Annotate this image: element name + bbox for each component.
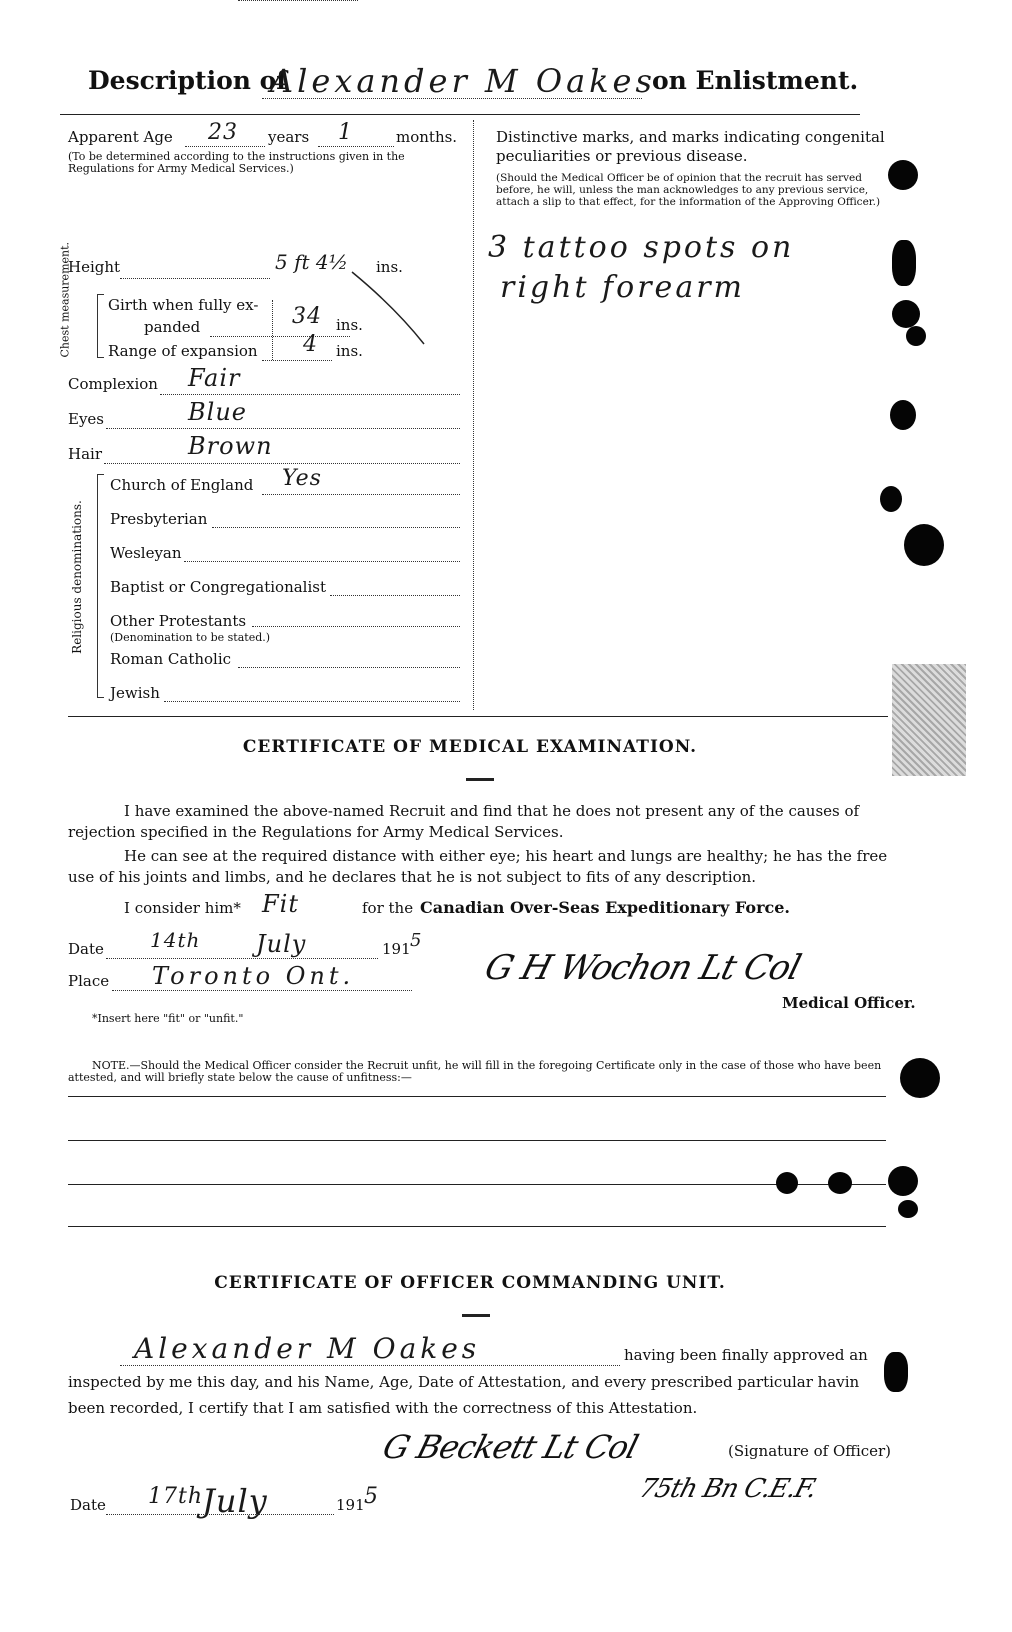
- religion-catholic-line: [238, 667, 460, 668]
- religion-jewish-line: [164, 701, 460, 702]
- punch-hole: [900, 1058, 940, 1098]
- complexion-label: Complexion: [68, 375, 158, 393]
- insert-note: *Insert here "fit" or "unfit.": [92, 1012, 244, 1025]
- unfit-line-2: [68, 1140, 886, 1141]
- height-ins: ins.: [376, 258, 403, 276]
- punch-hole: [904, 524, 944, 566]
- punch-hole: [892, 300, 920, 328]
- commanding-text-3: been recorded, I certify that I am satisfied with the correctness of this Attestation.: [68, 1399, 698, 1417]
- paper-tear: [892, 664, 966, 776]
- religion-other-note: (Denomination to be stated.): [110, 631, 271, 644]
- measurement-strike: [350, 270, 430, 350]
- medical-date-label: Date: [68, 940, 104, 958]
- medical-date-year-suffix: 5: [410, 930, 423, 951]
- religion-other: Other Protestants: [110, 612, 247, 630]
- consider-line: [238, 0, 358, 1]
- girth-label-1: Girth when fully ex-: [108, 296, 259, 314]
- punch-hole: [880, 486, 902, 512]
- commanding-name-line: [120, 1365, 620, 1366]
- force-label-1: for the: [362, 899, 414, 917]
- height-label: Height: [68, 258, 121, 276]
- commanding-date-day: 17th: [148, 1484, 204, 1509]
- medical-heading-rule: [466, 778, 494, 781]
- commanding-date-month: July: [202, 1482, 268, 1520]
- medical-date-day: 14th: [150, 928, 201, 952]
- title-name-line: [262, 98, 642, 99]
- years-label: years: [268, 128, 310, 146]
- medical-officer-signature: G H Wochon Lt Col: [480, 948, 805, 988]
- religion-label: Religious denominations.: [70, 500, 84, 654]
- punch-hole: [888, 1166, 918, 1196]
- religion-coe-value: Yes: [282, 466, 322, 491]
- commanding-officer-signature: G Beckett Lt Col: [378, 1428, 642, 1466]
- commanding-recruit-name: Alexander M Oakes: [134, 1332, 481, 1365]
- range-label: Range of expansion: [108, 342, 258, 360]
- range-value: 4: [303, 332, 318, 357]
- commanding-text-2: inspected by me this day, and his Name, Age, Date of Attestation, and every prescribed particular havin: [68, 1373, 860, 1391]
- top-rule: [60, 114, 860, 115]
- hair-label: Hair: [68, 445, 102, 463]
- punch-hole: [828, 1172, 852, 1194]
- commanding-unit: 75th Bn C.E.F.: [635, 1474, 820, 1504]
- height-value: 5 ft 4½: [275, 250, 348, 274]
- place-value: Toronto Ont.: [152, 962, 355, 990]
- commanding-date-year-prefix: 191: [336, 1496, 365, 1514]
- punch-hole: [776, 1172, 798, 1194]
- medical-officer-label: Medical Officer.: [782, 994, 916, 1012]
- height-line: [120, 278, 270, 279]
- column-divider: [473, 120, 474, 710]
- complexion-value: Fair: [188, 364, 241, 392]
- religion-jewish: Jewish: [110, 684, 160, 702]
- medical-date-line: [106, 958, 378, 959]
- commanding-date-label: Date: [70, 1496, 106, 1514]
- medical-para-1: I have examined the above-named Recruit and find that he does not present any of the causes of rejection specified in the Regulations for Army Medical Services.: [68, 802, 860, 841]
- religion-catholic: Roman Catholic: [110, 650, 232, 668]
- commanding-heading: CERTIFICATE OF OFFICER COMMANDING UNIT.: [214, 1273, 726, 1293]
- medical-heading: CERTIFICATE OF MEDICAL EXAMINATION.: [242, 737, 698, 757]
- commanding-date-year-suffix: 5: [364, 1484, 379, 1509]
- eyes-label: Eyes: [68, 410, 104, 428]
- marks-line-2: right forearm: [500, 270, 745, 305]
- consider-value: Fit: [262, 890, 299, 918]
- punch-hole: [898, 1200, 918, 1218]
- commanding-text-1: having been finally approved an: [624, 1346, 868, 1364]
- chest-label: Chest measurement.: [58, 241, 72, 358]
- age-years-line: [185, 146, 265, 147]
- girth-label-2: panded: [144, 318, 201, 336]
- unfit-line-1: [68, 1096, 886, 1097]
- religion-coe-line: [262, 494, 460, 495]
- girth-ins: ins.: [336, 316, 363, 334]
- measure-box: [272, 300, 273, 360]
- complexion-line: [160, 394, 460, 395]
- age-note: (To be determined according to the instructions given in the Regulations for Army Medical Services.): [68, 150, 405, 175]
- title-suffix: on Enlistment.: [652, 66, 859, 95]
- girth-line: [210, 336, 350, 337]
- religion-bracket: [97, 474, 104, 698]
- age-years-value: 23: [208, 120, 238, 145]
- place-label: Place: [68, 972, 110, 990]
- age-months-line: [318, 146, 394, 147]
- marks-note: (Should the Medical Officer be of opinion that the recruit has served before, he will, unless the man acknowledges to any previous service, attach a slip to that effect, for the information of the Approving Officer.): [496, 172, 881, 208]
- punch-hole: [892, 240, 916, 286]
- range-line: [262, 360, 332, 361]
- religion-baptist-line: [330, 595, 460, 596]
- religion-coe: Church of England: [110, 476, 254, 494]
- title-recruit-name: Alexander M Oakes: [270, 62, 656, 100]
- commanding-date-line: [106, 1514, 334, 1515]
- religion-wesleyan: Wesleyan: [110, 544, 182, 562]
- unfit-line-4: [68, 1226, 886, 1227]
- commanding-heading-rule: [462, 1314, 490, 1317]
- hair-value: Brown: [188, 432, 273, 460]
- eyes-value: Blue: [188, 398, 247, 426]
- punch-hole: [884, 1352, 908, 1392]
- punch-hole: [888, 160, 918, 190]
- eyes-line: [106, 428, 460, 429]
- marks-heading: Distinctive marks, and marks indicating congenital peculiarities or previous disease.: [496, 128, 885, 165]
- religion-baptist: Baptist or Congregationalist: [110, 578, 326, 596]
- hair-line: [104, 463, 460, 464]
- age-months-value: 1: [338, 120, 353, 145]
- title-prefix: Description of: [88, 66, 288, 95]
- religion-wesleyan-line: [184, 561, 460, 562]
- unfit-note: NOTE.—Should the Medical Officer consider the Recruit unfit, he will fill in the foregoing Certificate only in the case of those who have been attested, and will briefly state below the cause of unfitness:—: [68, 1059, 882, 1084]
- marks-line-1: 3 tattoo spots on: [488, 230, 795, 265]
- months-label: months.: [396, 128, 458, 146]
- consider-label: I consider him*: [124, 899, 241, 917]
- religion-other-line: [252, 626, 460, 627]
- commanding-signature-label: (Signature of Officer): [728, 1442, 892, 1460]
- unfit-line-3: [68, 1184, 886, 1185]
- medical-date-month: July: [256, 930, 307, 958]
- section-rule-1: [68, 716, 888, 717]
- punch-hole: [890, 400, 916, 430]
- chest-bracket: [97, 294, 104, 358]
- medical-date-year-prefix: 191: [382, 940, 411, 958]
- religion-presbyterian-line: [212, 527, 460, 528]
- religion-presbyterian: Presbyterian: [110, 510, 208, 528]
- punch-hole: [906, 326, 926, 346]
- range-ins: ins.: [336, 342, 363, 360]
- force-label-2: Canadian Over-Seas Expeditionary Force.: [420, 898, 790, 917]
- place-line: [112, 990, 412, 991]
- medical-para-2: He can see at the required distance with either eye; his heart and lungs are healthy; he has the free use of his joints and limbs, and he declares that he is not subject to fits of any description.: [68, 847, 888, 886]
- age-label: Apparent Age: [68, 128, 173, 146]
- girth-value: 34: [292, 304, 322, 329]
